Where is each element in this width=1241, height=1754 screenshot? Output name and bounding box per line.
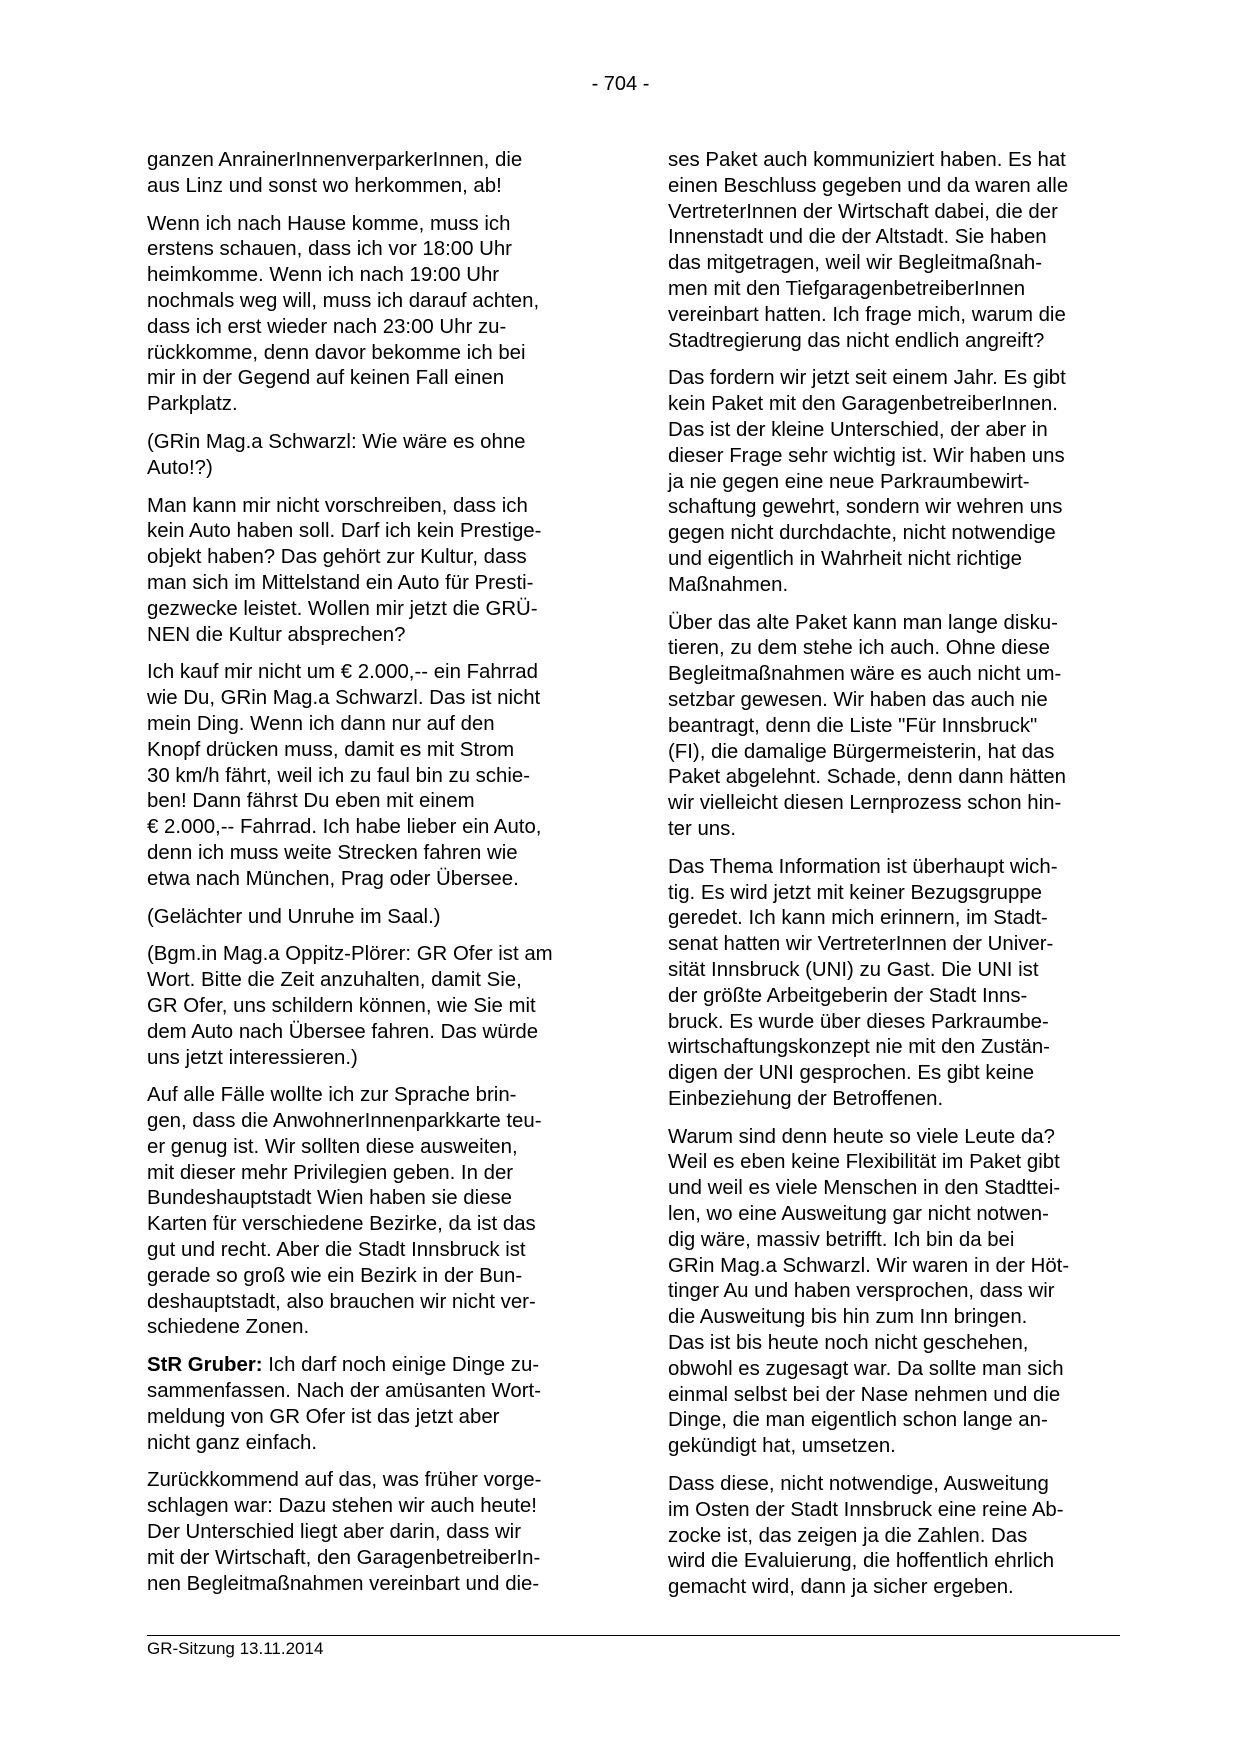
paragraph: Wenn ich nach Hause komme, muss ich erstens schauen, dass ich vor 18:00 Uhr heimkomme. Wenn ich nach 19:00 Uhr nochmals weg will, muss ich darauf achten, dass ich erst wieder nach 23:00 Uhr zu- rückkomme, denn davor bekomme ich bei mir in der Gegend auf keinen Fall einen Parkplatz. [147,212,540,416]
paragraph: Das Thema Information ist überhaupt wich- tig. Es wird jetzt mit keiner Bezugsgruppe geredet. Ich kann mich erinnern, im Stadt- senat hatten wir VertreterInnen der Univer- sität Innsbruck (UNI) zu Gast. Die UNI ist der größte Arbeitgeberin der Stadt Inns- bruck. Es wurde über dieses Parkraumbe- wirtschaftungskonzept nie mit den Zustän- digen der UNI gesprochen. Es gibt keine Einbeziehung der Betroffenen. [668,855,1058,1110]
speaker-text: Ich darf noch einige Dinge zu- sammenfassen. Nach der amüsanten Wort- meldung von GR Ofer ist das jetzt aber nicht ganz einfach. [147,1354,542,1454]
paragraph: Man kann mir nicht vorschreiben, dass ich kein Auto haben soll. Darf ich kein Prestige- objekt haben? Das gehört zur Kultur, dass man sich im Mittelstand ein Auto für Presti- gezwecke leistet. Wollen mir jetzt die GRÜ- NEN die Kultur absprechen? [147,494,542,646]
paragraph: ganzen AnrainerInnenverparkerInnen, die aus Linz und sonst wo herkommen, ab! [147,149,523,197]
paragraph: Ich kauf mir nicht um € 2.000,-- ein Fahrrad wie Du, GRin Mag.a Schwarzl. Das ist nicht mein Ding. Wenn ich dann nur auf den Knopf drücken muss, damit es mit Strom 30 km/h fährt, weil ich zu faul bin zu schie- ben! Dann fährst Du eben mit einem € 2.000,-- Fahrrad. Ich habe lieber ein Auto, denn ich muss weite Strecken fahren wie etwa nach München, Prag oder Übersee. [147,661,542,890]
interjection: (Gelächter und Unruhe im Saal.) [147,905,441,928]
paragraph: Über das alte Paket kann man lange disku- tieren, zu dem stehe ich auch. Ohne diese Begleitmaßnahmen wäre es auch nicht um- setzbar gewesen. Wir haben das auch nie beantragt, denn die Liste "Für Innsbruck" (FI), die damalige Bürgermeisterin, hat das Paket abgelehnt. Schade, denn dann hätten wir vielleicht diesen Lernprozess schon hin- ter uns. [668,611,1066,840]
speaker-name: StR Gruber: [147,1354,263,1377]
interjection: (Bgm.in Mag.a Oppitz-Plörer: GR Ofer ist am Wort. Bitte die Zeit anzuhalten, damit Sie, GR Ofer, uns schildern können, wie Sie mit dem Auto nach Übersee fahren. Das würde uns jetzt interessieren.) [147,943,553,1069]
paragraph: Dass diese, nicht notwendige, Ausweitung im Osten der Stadt Innsbruck eine reine Ab- zocke ist, das zeigen ja die Zahlen. Das wird die Evaluierung, die hoffentlich ehrlich gemacht wird, dann ja sicher ergeben. [668,1473,1064,1599]
interjection: (GRin Mag.a Schwarzl: Wie wäre es ohne Auto!?) [147,430,526,479]
paragraph: Das fordern wir jetzt seit einem Jahr. Es gibt kein Paket mit den GaragenbetreiberInnen. Das ist der kleine Unterschied, der aber in dieser Frage sehr wichtig ist. Wir haben uns ja nie gegen eine neue Parkraumbewirt- schaftung gewehrt, sondern wir wehren uns gegen nicht durchdachte, nicht notwendige und eigentlich in Wahrheit nicht richtige Maßnahmen. [668,367,1066,596]
paragraph: Auf alle Fälle wollte ich zur Sprache brin- gen, dass die AnwohnerInnenparkkarte teu- er genug ist. Wir sollten diese ausweiten, mit dieser mehr Privilegien geben. In der Bundeshauptstadt Wien haben sie diese Karten für verschiedene Bezirke, da ist das gut und recht. Aber die Stadt Innsbruck ist gerade so groß wie ein Bezirk in der Bun- deshauptstadt, also brauchen wir nicht ver- schiedene Zonen. [147,1084,542,1339]
right-column [668,148,1128,1613]
footer-text: GR-Sitzung 13.11.2014 [147,1639,324,1658]
paragraph: ses Paket auch kommuniziert haben. Es hat einen Beschluss gegeben und da waren alle VertreterInnen der Wirtschaft dabei, die der Innenstadt und die der Altstadt. Sie haben das mitgetragen, weil wir Begleitmaßnah- men mit den TiefgaragenbetreiberInnen vereinbart hatten. Ich frage mich, warum die Stadtregierung das nicht endlich angreift? [668,149,1069,352]
speaker-paragraph [147,1353,607,1456]
page-number: - 704 - [591,73,650,95]
footer-divider [147,1635,1120,1636]
paragraph: Zurückkommend auf das, was früher vorge- schlagen war: Dazu stehen wir auch heute! Der Unterschied liegt aber darin, dass wir mit der Wirtschaft, den GaragenbetreiberIn- nen Begleitmaßnahmen vereinbart und die- [147,1469,542,1595]
left-column [147,148,607,1609]
paragraph: Warum sind denn heute so viele Leute da? Weil es eben keine Flexibilität im Paket gibt und weil es viele Menschen in den Stadttei- len, wo eine Ausweitung gar nicht notwen- dig wäre, massiv betrifft. Ich bin da bei GRin Mag.a Schwarzl. Wir waren in der Höt- tinger Au und haben versprochen, dass wir die Ausweitung bis hin zum Inn bringen. Das ist bis heute noch nicht geschehen, obwohl es zugesagt war. Da sollte man sich einmal selbst bei der Nase nehmen und die Dinge, die man eigentlich schon lange an- gekündigt hat, umsetzen. [668,1125,1070,1458]
